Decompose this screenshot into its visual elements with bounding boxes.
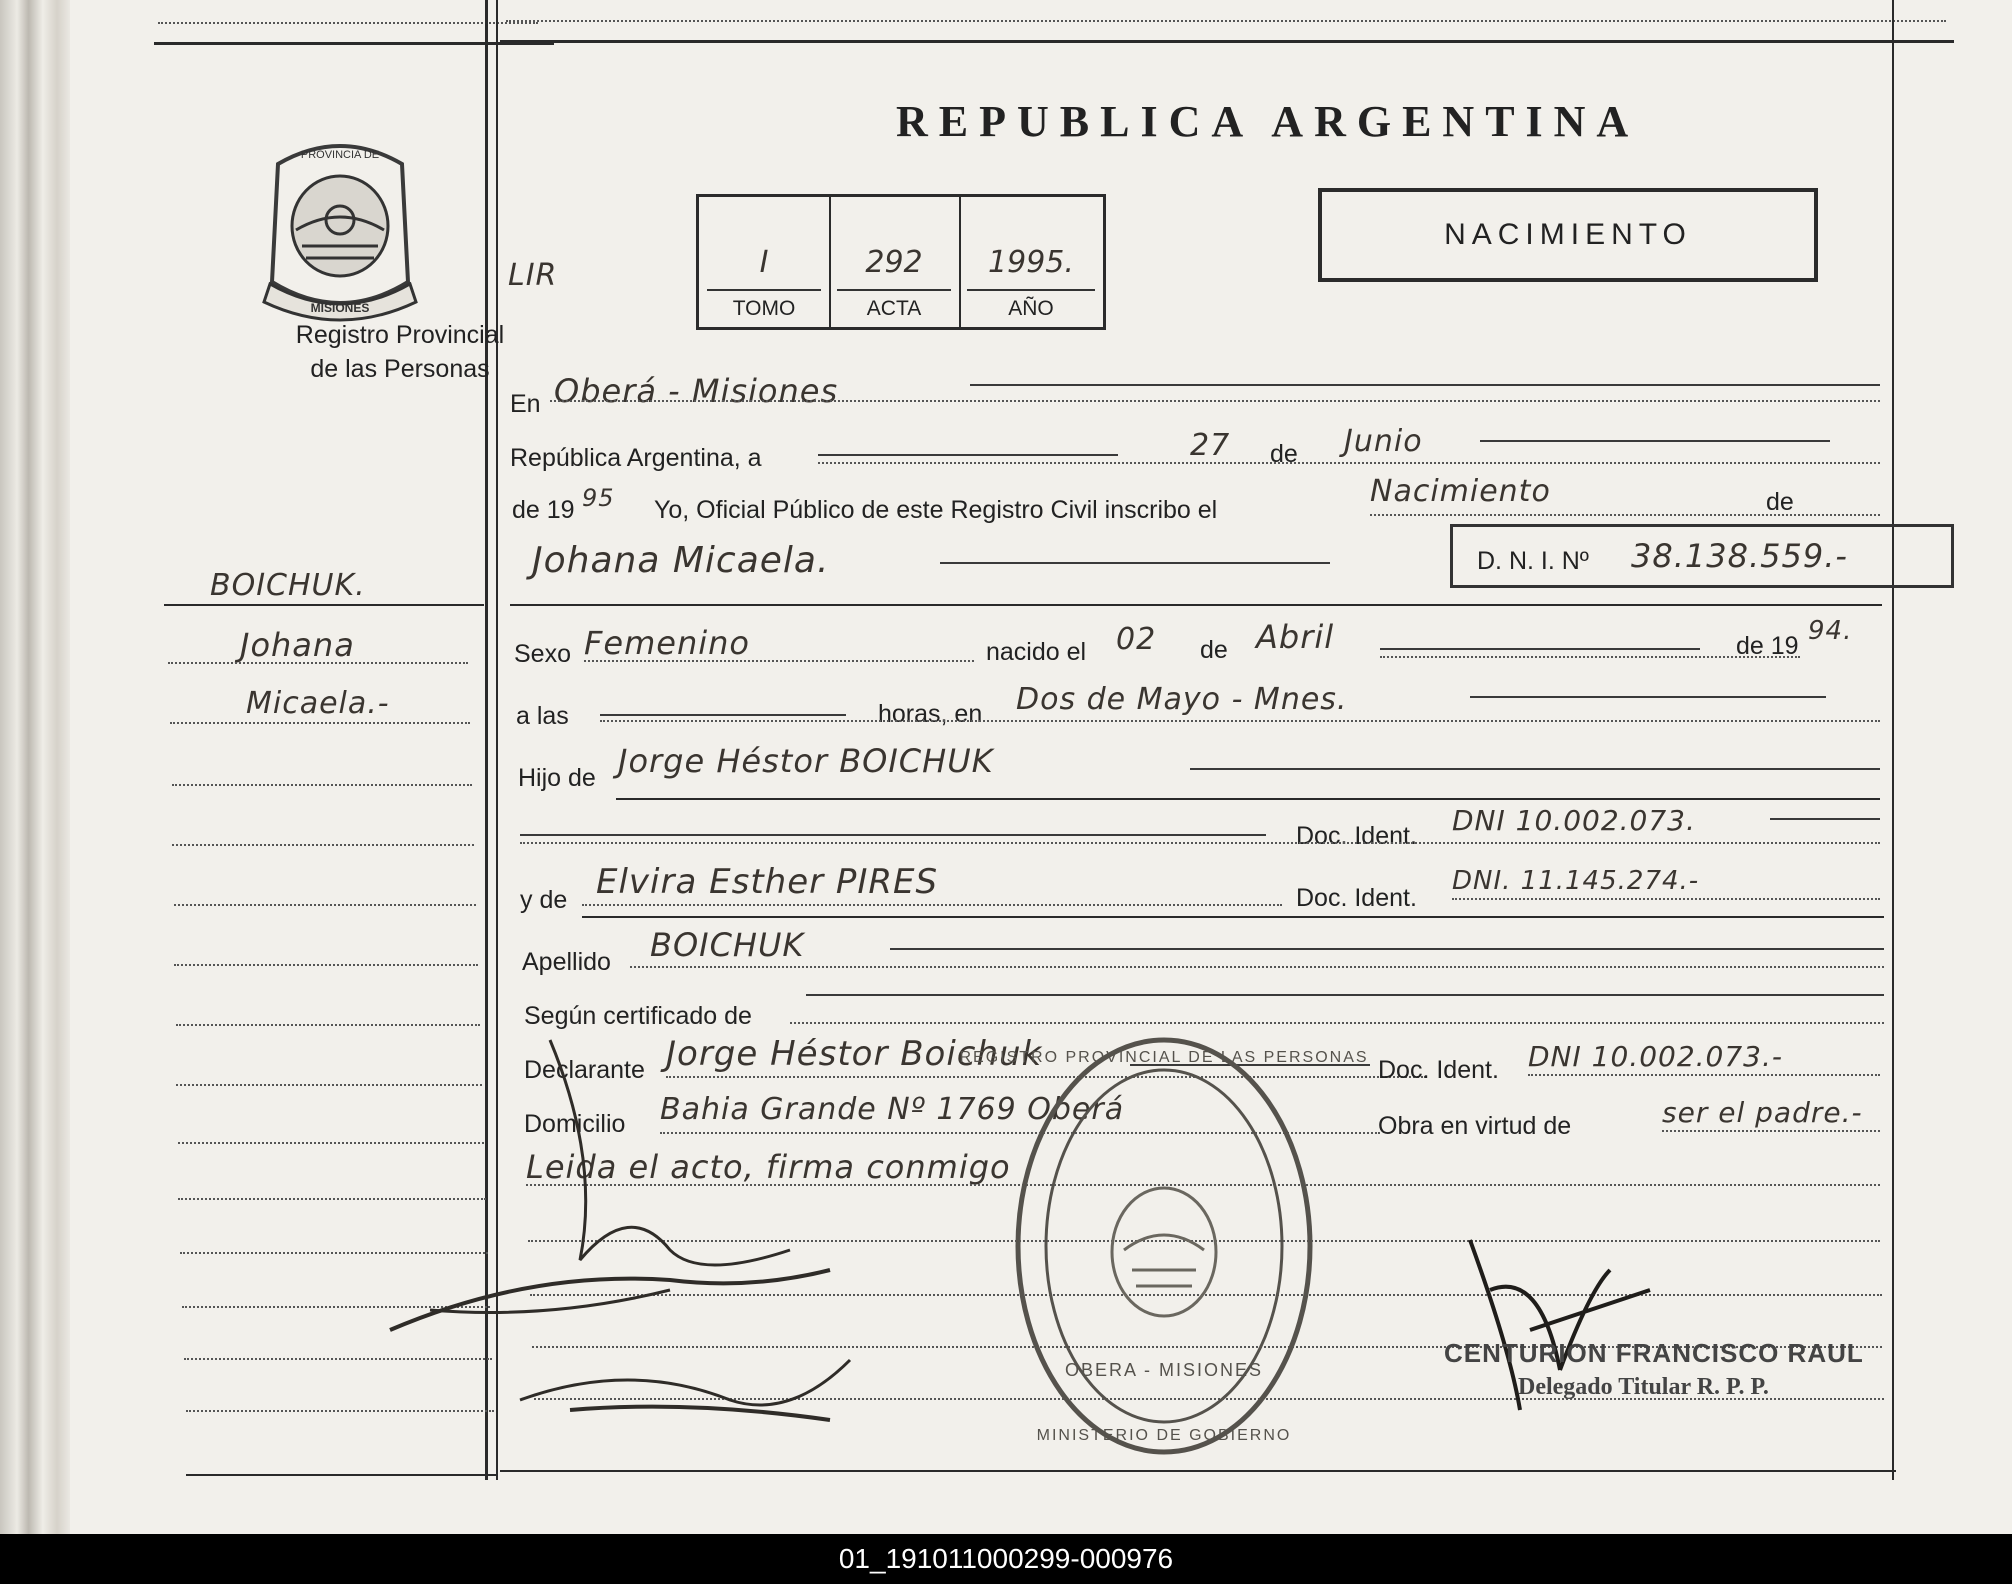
birth-month-line <box>1380 648 1700 650</box>
alas-line <box>600 714 846 716</box>
de-label: de <box>1270 440 1298 468</box>
registry-label-line2: de las Personas <box>310 355 490 383</box>
registry-label-line1: Registro Provincial <box>295 321 505 349</box>
act-type-label: NACIMIENTO <box>1444 218 1692 251</box>
father-value: Jorge Héstor BOICHUK <box>618 742 994 780</box>
en-line <box>970 384 1880 386</box>
misiones-crest-icon <box>240 134 440 334</box>
anio-cell <box>959 197 1103 327</box>
top-dotted-line-right <box>506 20 1946 22</box>
declarante-doc-dotted <box>1528 1074 1880 1076</box>
top-rule-right <box>500 40 1954 43</box>
name-rule <box>510 604 1882 606</box>
margin-line <box>172 844 474 846</box>
obra-label: Obra en virtud de <box>1378 1112 1572 1140</box>
birth-year: 94. <box>1808 616 1853 646</box>
name-line <box>940 562 1330 564</box>
year-value: 95 <box>582 484 615 512</box>
father-doc-line <box>520 834 1266 836</box>
tomo-label: TOMO <box>732 297 796 320</box>
segun-dotted <box>790 1022 1884 1024</box>
yo-label: Yo, Oficial Público de este Registro Civil inscribo el <box>654 496 1218 524</box>
acta-label: ACTA <box>866 297 922 320</box>
margin-surname: BOICHUK. <box>210 568 366 603</box>
apellido-dotted <box>630 966 1884 968</box>
declarante-doc: DNI 10.002.073.- <box>1528 1040 1783 1073</box>
doc-label: Doc. Ident. <box>1296 822 1417 850</box>
declarante-signature <box>370 1040 890 1440</box>
mother-dotted <box>582 904 1282 906</box>
doc-label-2: Doc. Ident. <box>1296 884 1417 912</box>
sexo-dotted <box>584 660 974 662</box>
en-dotted <box>550 400 1880 402</box>
birth-day: 02 <box>1116 622 1157 657</box>
declarante-value: Jorge Héstor Boichuk <box>666 1034 1043 1074</box>
official-title: Delegado Titular R. P. P. <box>1518 1374 1769 1400</box>
acta-value: 292 <box>865 245 923 280</box>
obra-value: ser el padre.- <box>1662 1096 1863 1129</box>
father-rule <box>616 798 1880 800</box>
month-line <box>1480 440 1830 442</box>
margin-line <box>168 662 468 664</box>
yde-label: y de <box>520 886 568 914</box>
official-name: CENTURION FRANCISCO RAUL <box>1444 1338 1864 1368</box>
file-id-caption: 01_191011000299-000976 <box>0 1534 2012 1584</box>
top-dotted-line-left <box>158 22 538 24</box>
acta-cell <box>829 197 961 327</box>
en-label: En <box>510 390 541 418</box>
sexo-value: Femenino <box>584 624 750 662</box>
de-label-2: de <box>1766 488 1794 516</box>
day-value: 27 <box>1190 428 1231 463</box>
de19-label: de 19 <box>512 496 575 524</box>
place-value: Dos de Mayo - Mnes. <box>1016 682 1348 717</box>
inscribe-dotted <box>1370 514 1880 516</box>
sexo-label: Sexo <box>514 640 571 668</box>
apellido-line <box>890 948 1884 950</box>
margin-line <box>170 722 470 724</box>
day-line-pre <box>818 454 1118 456</box>
mother-rule <box>582 916 1884 918</box>
dni-box <box>1450 524 1954 588</box>
republica-dotted <box>818 462 1880 464</box>
father-doc: DNI 10.002.073. <box>1452 804 1696 837</box>
domicilio-value: Bahia Grande Nº 1769 Oberá <box>660 1092 1125 1127</box>
crest-top-text: PROVINCIA DE <box>300 149 380 161</box>
act-type-box <box>1318 188 1818 282</box>
margin-line <box>172 784 472 786</box>
tomo-cell <box>699 197 831 327</box>
frame-right <box>1892 0 1894 1480</box>
name-value: Johana Micaela. <box>532 540 830 581</box>
father-line <box>1190 768 1880 770</box>
mother-doc-dotted <box>1452 898 1880 900</box>
dni-label: D. N. I. Nº <box>1477 547 1589 575</box>
father-doc-dotted <box>520 842 1880 844</box>
document-page <box>70 0 2012 1534</box>
lir-mark: LIR <box>508 258 558 293</box>
place-line <box>1470 696 1826 698</box>
doc-label-3: Doc. Ident. <box>1378 1056 1499 1084</box>
frame-bottom <box>500 1470 1896 1472</box>
margin-line <box>174 964 478 966</box>
margin-bottom-rule <box>186 1474 498 1476</box>
alas-dotted <box>600 720 1880 722</box>
top-rule-left <box>154 42 554 45</box>
stamp-outer-bottom-text: MINISTERIO DE GOBIERNO <box>1036 1427 1292 1444</box>
document-title: REPUBLICA ARGENTINA <box>896 97 1640 146</box>
obra-dotted <box>1662 1130 1880 1132</box>
birth-month: Abril <box>1256 618 1335 656</box>
mother-doc: DNI. 11.145.274.- <box>1452 866 1700 896</box>
apellido-value: BOICHUK <box>650 926 805 964</box>
anio-value: 1995. <box>988 245 1074 280</box>
declarante-label: Declarante <box>524 1056 645 1084</box>
de-label-3: de <box>1200 636 1228 664</box>
crest-bottom-text: MISIONES <box>310 301 370 315</box>
margin-surname-rule <box>164 604 484 606</box>
margin-line <box>176 1024 480 1026</box>
tomo-value: I <box>759 245 769 280</box>
de19-label-2: de 19 <box>1736 632 1799 660</box>
apellido-label: Apellido <box>522 948 611 976</box>
alas-label: a las <box>516 702 569 730</box>
father-doc-line-tail <box>1770 818 1880 820</box>
segun-label: Según certificado de <box>524 1002 752 1030</box>
nacido-label: nacido el <box>986 638 1087 666</box>
dni-value: 38.138.559.- <box>1631 537 1848 575</box>
margin-given-name-2: Micaela.- <box>246 686 390 721</box>
domicilio-label: Domicilio <box>524 1110 626 1138</box>
horas-label: horas, en <box>878 700 983 728</box>
inscribe-value: Nacimiento <box>1370 474 1551 509</box>
registry-label <box>270 318 530 386</box>
month-value: Junio <box>1344 424 1423 459</box>
margin-given-name-1: Johana <box>240 626 355 664</box>
leida-value: Leida el acto, firma conmigo <box>526 1148 1011 1186</box>
segun-line <box>806 994 1884 996</box>
anio-label: AÑO <box>1008 297 1054 320</box>
hijo-label: Hijo de <box>518 764 596 792</box>
en-value: Oberá - Misiones <box>554 372 839 410</box>
mother-value: Elvira Esther PIRES <box>596 862 939 902</box>
record-number-box <box>696 194 1106 330</box>
margin-line <box>174 904 476 906</box>
registry-seal-stamp <box>959 1036 1369 1456</box>
stamp-ring-text: REGISTRO PROVINCIAL DE LAS PERSONAS <box>959 1049 1369 1066</box>
republica-label: República Argentina, a <box>510 444 762 472</box>
stamp-bottom-text: OBERA - MISIONES <box>1064 1360 1264 1380</box>
